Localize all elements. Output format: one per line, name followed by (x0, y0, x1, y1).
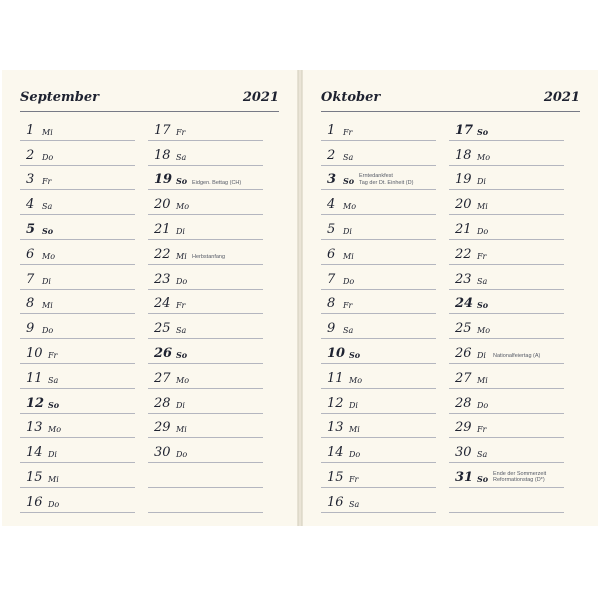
day-entry (449, 414, 564, 439)
weekday-label: So (176, 349, 188, 360)
day-entry (321, 339, 436, 364)
day-entry (20, 339, 135, 364)
month-header (321, 88, 580, 112)
day-entry (321, 265, 436, 290)
day-entry (449, 364, 564, 389)
weekday-label: Sa (42, 202, 53, 212)
weekday-label: Di (477, 177, 486, 187)
day-number: 22 (455, 246, 472, 262)
day-number: 13 (26, 420, 43, 436)
day-number: 19 (154, 172, 173, 188)
day-number: 27 (455, 370, 472, 386)
day-number: 18 (455, 147, 472, 163)
weekday-label: So (477, 300, 489, 311)
header-divider (20, 111, 279, 112)
weekday-label: Mi (343, 251, 354, 261)
day-number: 26 (154, 345, 173, 361)
day-entry (321, 141, 436, 166)
day-number: 8 (26, 296, 35, 312)
weekday-label: Sa (176, 152, 187, 162)
day-entry (20, 240, 135, 265)
weekday-label: So (349, 349, 361, 360)
day-entry (321, 215, 436, 240)
year-label: 2021 (242, 90, 279, 105)
day-number: 15 (327, 469, 344, 485)
day-number: 30 (455, 445, 472, 461)
day-entry (148, 339, 263, 364)
weekday-label: Mi (48, 474, 59, 484)
day-entry (20, 190, 135, 215)
day-entry (148, 463, 263, 488)
day-entry (449, 116, 564, 141)
day-number: 17 (154, 122, 171, 138)
day-entry (20, 141, 135, 166)
weekday-label: So (48, 399, 60, 410)
day-number: 21 (455, 221, 472, 237)
day-entry (148, 190, 263, 215)
weekday-label: Mi (42, 301, 53, 311)
weekday-label: Do (477, 226, 489, 236)
weekday-label: Fr (176, 127, 186, 137)
day-number: 13 (327, 420, 344, 436)
weekday-label: Mi (176, 251, 187, 261)
weekday-label: Mo (349, 375, 363, 385)
weekday-label: Mo (42, 251, 56, 261)
day-entry (20, 265, 135, 290)
weekday-label: Mo (176, 202, 190, 212)
day-number: 1 (26, 122, 35, 138)
weekday-label: Di (477, 350, 486, 360)
day-number: 7 (327, 271, 336, 287)
weekday-label: Mo (48, 425, 62, 435)
month-title: September (20, 90, 99, 105)
holiday-note: Nationalfeiertag (A) (493, 353, 541, 360)
weekday-label: Mo (477, 326, 491, 336)
month-header (20, 88, 279, 112)
day-entry (20, 166, 135, 191)
day-entry (321, 488, 436, 513)
weekday-label: Fr (477, 251, 487, 261)
day-number: 11 (327, 370, 344, 386)
page-september (2, 70, 298, 526)
day-entry (321, 389, 436, 414)
weekday-label: Mo (477, 152, 491, 162)
weekday-label: Fr (343, 127, 353, 137)
day-entry (449, 141, 564, 166)
day-entry (449, 488, 564, 513)
day-column (321, 116, 436, 513)
day-number: 28 (455, 395, 472, 411)
day-entry (449, 290, 564, 315)
day-column (148, 116, 263, 513)
holiday-note: Reformationstag (D*) (493, 477, 545, 484)
weekday-label: So (477, 126, 489, 137)
day-entry (321, 190, 436, 215)
day-entry (321, 290, 436, 315)
day-number: 15 (26, 469, 43, 485)
day-entry (321, 438, 436, 463)
header-divider (321, 111, 580, 112)
day-number: 1 (327, 122, 336, 138)
weekday-label: Mo (176, 375, 190, 385)
weekday-label: Mi (349, 425, 360, 435)
day-entry (449, 166, 564, 191)
day-entry (449, 438, 564, 463)
weekday-label: Sa (343, 326, 354, 336)
weekday-label: Mi (477, 375, 488, 385)
day-number: 7 (26, 271, 35, 287)
day-entry (449, 240, 564, 265)
day-number: 8 (327, 296, 336, 312)
day-entry (20, 463, 135, 488)
day-number: 20 (154, 197, 171, 213)
day-number: 22 (154, 246, 171, 262)
day-number: 29 (455, 420, 472, 436)
day-number: 9 (327, 321, 336, 337)
weekday-label: Fr (349, 474, 359, 484)
weekday-label: Di (176, 226, 185, 236)
day-entry (148, 314, 263, 339)
day-entry (148, 265, 263, 290)
day-entry (148, 116, 263, 141)
day-number: 2 (327, 147, 336, 163)
weekday-label: Di (42, 276, 51, 286)
weekday-label: Di (343, 226, 352, 236)
day-number: 21 (154, 221, 171, 237)
weekday-label: Do (42, 152, 54, 162)
day-entry (321, 463, 436, 488)
day-number: 23 (455, 271, 472, 287)
day-number: 17 (455, 122, 474, 138)
day-number: 16 (327, 494, 344, 510)
day-entry (148, 141, 263, 166)
day-number: 5 (327, 221, 336, 237)
day-entry (321, 116, 436, 141)
day-entry (148, 215, 263, 240)
day-number: 24 (154, 296, 171, 312)
holiday-note: Erntedankfest (359, 173, 393, 180)
day-number: 27 (154, 370, 171, 386)
weekday-label: So (42, 225, 54, 236)
day-number: 4 (327, 197, 336, 213)
day-entry (148, 438, 263, 463)
day-number: 16 (26, 494, 43, 510)
day-entry (321, 240, 436, 265)
day-number: 25 (455, 321, 472, 337)
weekday-label: Sa (176, 326, 187, 336)
weekday-label: Sa (343, 152, 354, 162)
day-number: 29 (154, 420, 171, 436)
weekday-label: Fr (477, 425, 487, 435)
day-number: 14 (26, 445, 43, 461)
day-entry (148, 166, 263, 191)
day-number: 24 (455, 296, 474, 312)
day-number: 3 (26, 172, 35, 188)
day-entry (449, 389, 564, 414)
day-entry (20, 215, 135, 240)
day-entry (20, 364, 135, 389)
holiday-note: Eidgen. Bettag (CH) (192, 179, 242, 186)
day-entry (148, 290, 263, 315)
weekday-label: Mi (176, 425, 187, 435)
day-number: 19 (455, 172, 472, 188)
day-entry (148, 364, 263, 389)
day-number: 25 (154, 321, 171, 337)
day-entry (148, 488, 263, 513)
day-number: 6 (327, 246, 336, 262)
weekday-label: Sa (349, 499, 360, 509)
day-entry (449, 314, 564, 339)
day-entry (321, 364, 436, 389)
weekday-label: Fr (42, 177, 52, 187)
day-entry (449, 265, 564, 290)
day-number: 20 (455, 197, 472, 213)
weekday-label: Di (48, 450, 57, 460)
day-entry (20, 389, 135, 414)
day-entry (449, 463, 564, 488)
day-number: 2 (26, 147, 35, 163)
day-number: 26 (455, 345, 472, 361)
holiday-note: Ende der Sommerzeit (493, 470, 547, 477)
day-number: 10 (327, 345, 346, 361)
weekday-label: Do (349, 450, 361, 460)
page-oktober (302, 70, 598, 526)
weekday-label: Mi (477, 202, 488, 212)
weekday-label: Di (176, 400, 185, 410)
day-entry (148, 389, 263, 414)
month-title: Oktober (321, 90, 381, 105)
day-entry (20, 290, 135, 315)
day-entry (148, 240, 263, 265)
day-entry (20, 488, 135, 513)
day-number: 23 (154, 271, 171, 287)
weekday-label: So (176, 176, 188, 187)
weekday-label: So (477, 473, 489, 484)
day-number: 12 (26, 395, 45, 411)
weekday-label: Sa (477, 450, 488, 460)
weekday-label: Mo (343, 202, 357, 212)
day-number: 9 (26, 321, 35, 337)
day-number: 28 (154, 395, 171, 411)
day-entry (449, 339, 564, 364)
weekday-label: Mi (42, 127, 53, 137)
day-entry (20, 314, 135, 339)
year-label: 2021 (543, 90, 580, 105)
weekday-label: Sa (48, 375, 59, 385)
day-entry (20, 414, 135, 439)
weekday-label: Sa (477, 276, 488, 286)
day-entry (321, 414, 436, 439)
day-number: 6 (26, 246, 35, 262)
day-number: 31 (455, 469, 474, 485)
holiday-note: Herbstanfang (192, 254, 226, 261)
weekday-label: Fr (176, 301, 186, 311)
day-entry (449, 190, 564, 215)
weekday-label: Di (349, 400, 358, 410)
day-number: 10 (26, 345, 43, 361)
weekday-label: Fr (343, 301, 353, 311)
weekday-label: Do (477, 400, 489, 410)
day-number: 30 (154, 445, 171, 461)
day-number: 14 (327, 445, 344, 461)
day-number: 12 (327, 395, 344, 411)
weekday-label: Do (48, 499, 60, 509)
weekday-label: Do (176, 450, 188, 460)
day-entry (449, 215, 564, 240)
day-entry (20, 438, 135, 463)
day-number: 18 (154, 147, 171, 163)
day-entry (148, 414, 263, 439)
day-number: 11 (26, 370, 43, 386)
day-entry (321, 166, 436, 191)
day-entry (20, 116, 135, 141)
weekday-label: Do (343, 276, 355, 286)
day-column (20, 116, 135, 513)
day-column (449, 116, 564, 513)
day-number: 5 (26, 221, 36, 237)
weekday-label: So (343, 176, 355, 187)
day-entry (321, 314, 436, 339)
holiday-note: Tag der Dt. Einheit (D) (359, 179, 414, 186)
weekday-label: Do (42, 326, 54, 336)
weekday-label: Fr (48, 350, 58, 360)
day-number: 4 (26, 197, 35, 213)
weekday-label: Do (176, 276, 188, 286)
day-number: 3 (327, 172, 337, 188)
